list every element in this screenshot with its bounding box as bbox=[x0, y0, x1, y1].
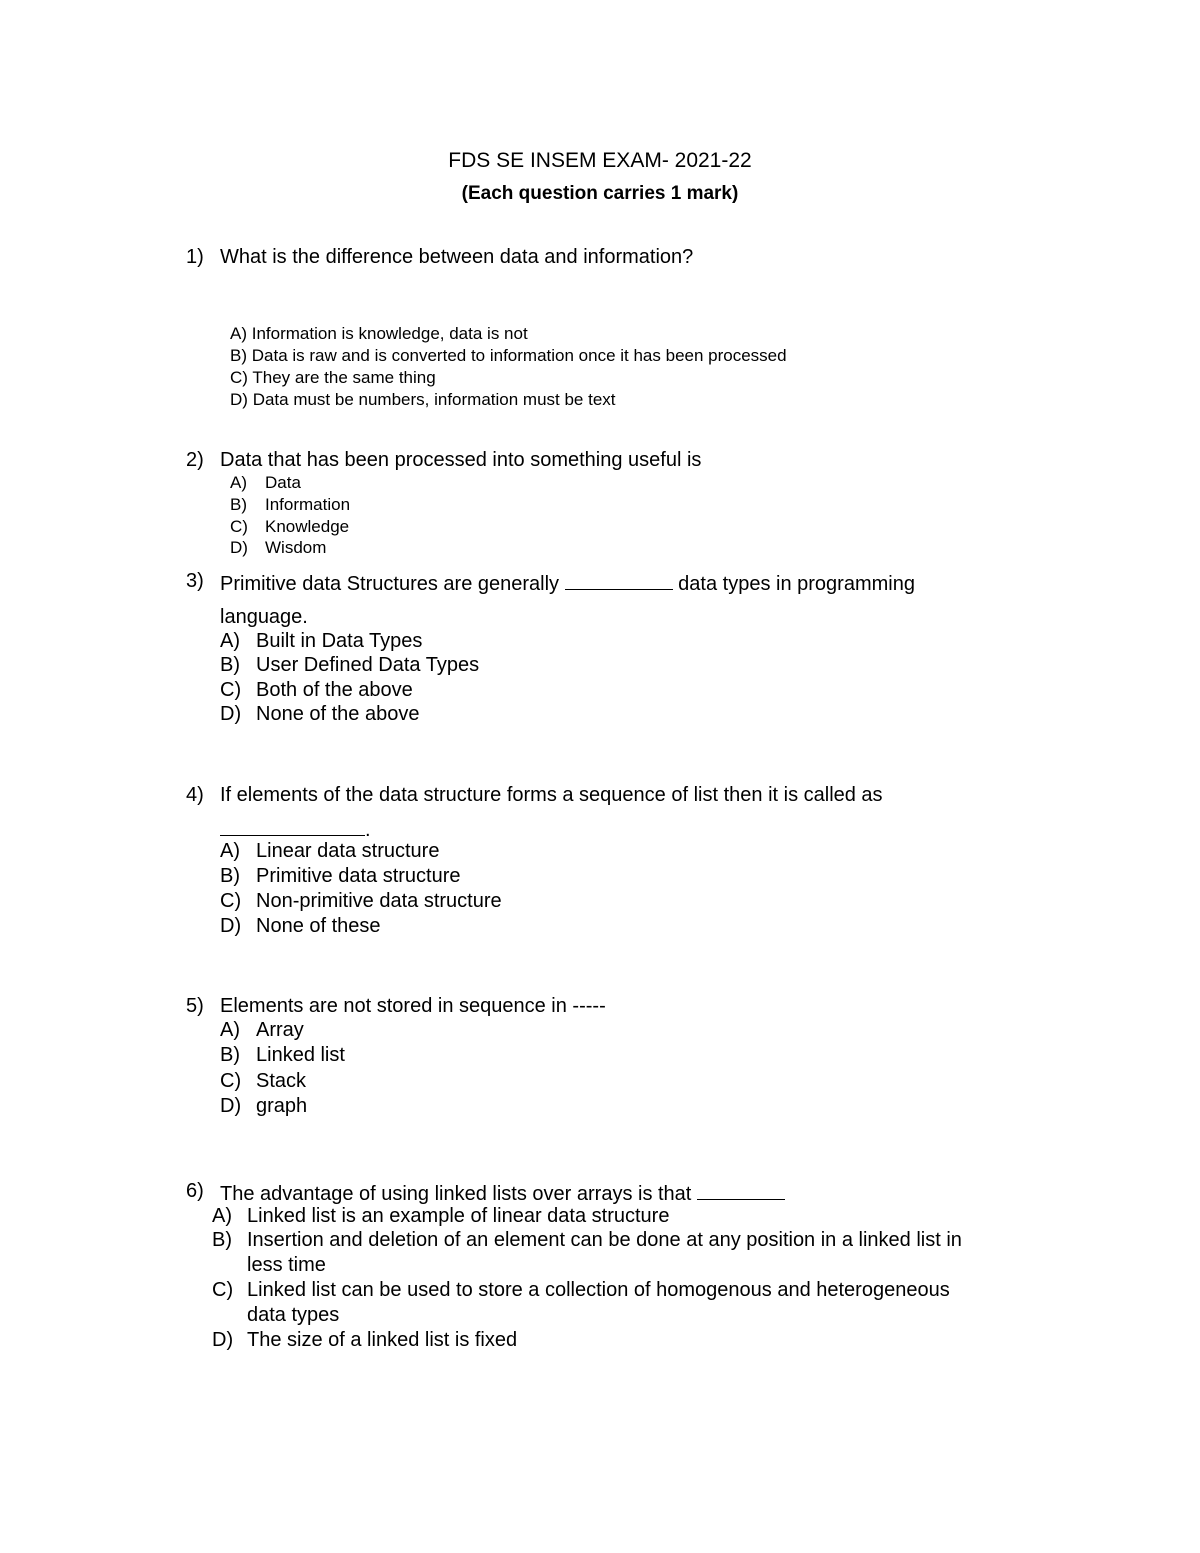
option-text: Data is raw and is converted to information once it has been processed bbox=[251, 346, 787, 365]
question-3-text-line2: language. bbox=[220, 606, 308, 628]
question-3-option-a-label: A) bbox=[220, 630, 240, 652]
question-3-option-b-text: User Defined Data Types bbox=[256, 654, 480, 676]
question-5-option-c-text: Stack bbox=[256, 1070, 307, 1092]
question-1-option-c bbox=[230, 369, 436, 386]
question-5-text: Elements are not stored in sequence in ----- bbox=[220, 995, 606, 1017]
question-2-option-a-text: Data bbox=[265, 473, 301, 492]
question-2-option-d-label: D) bbox=[230, 538, 248, 557]
question-5-number: 5) bbox=[186, 995, 204, 1017]
page-title: FDS SE INSEM EXAM- 2021-22 bbox=[448, 149, 752, 172]
question-2-option-c-label: C) bbox=[230, 517, 248, 536]
question-3-text-before: Primitive data Structures are generally bbox=[220, 573, 560, 595]
question-6-option-c-text-line2: data types bbox=[247, 1304, 340, 1326]
question-2-option-b-label: B) bbox=[230, 495, 247, 514]
question-3-option-c-text: Both of the above bbox=[256, 679, 413, 701]
question-4-text-tail: . bbox=[365, 819, 371, 841]
question-6-option-b-text: Insertion and deletion of an element can be done at any position in a linked list in bbox=[247, 1229, 962, 1251]
question-1-option-a bbox=[230, 325, 528, 342]
question-6-option-c-text: Linked list can be used to store a collection of homogenous and heterogeneous bbox=[247, 1279, 950, 1301]
option-label: D) bbox=[230, 390, 248, 409]
option-text: Information is knowledge, data is not bbox=[251, 324, 528, 343]
question-6-option-d-label: D) bbox=[212, 1329, 234, 1351]
question-3-text bbox=[220, 571, 915, 594]
question-2-option-a-label: A) bbox=[230, 473, 247, 492]
option-label: B) bbox=[230, 346, 247, 365]
question-3-option-a-text: Built in Data Types bbox=[256, 630, 423, 652]
option-label: A) bbox=[230, 324, 247, 343]
question-1-number: 1) bbox=[186, 246, 204, 268]
question-4-text-line2 bbox=[220, 817, 371, 840]
question-1-option-d bbox=[230, 391, 616, 408]
question-6-option-b-label: B) bbox=[212, 1229, 232, 1251]
fill-in-blank bbox=[697, 1181, 785, 1200]
question-2-option-c-text: Knowledge bbox=[265, 517, 350, 536]
question-6-option-a-text: Linked list is an example of linear data structure bbox=[247, 1205, 670, 1227]
question-3-number: 3) bbox=[186, 570, 204, 592]
question-5-option-b-label: B) bbox=[220, 1044, 240, 1066]
question-4-option-a-text: Linear data structure bbox=[256, 840, 440, 862]
question-1-option-b bbox=[230, 347, 787, 364]
question-3-option-c-label: C) bbox=[220, 679, 242, 701]
question-2-option-b-text: Information bbox=[265, 495, 351, 514]
question-6-option-d-text: The size of a linked list is fixed bbox=[247, 1329, 518, 1351]
question-4-option-d-label: D) bbox=[220, 915, 242, 937]
question-6-text-main: The advantage of using linked lists over arrays is that bbox=[220, 1183, 692, 1205]
question-5-option-d-text: graph bbox=[256, 1095, 308, 1117]
question-3-option-d-text: None of the above bbox=[256, 703, 420, 725]
question-4-option-b-label: B) bbox=[220, 865, 240, 887]
question-6-number: 6) bbox=[186, 1180, 204, 1202]
question-2-option-d-text: Wisdom bbox=[265, 538, 327, 557]
question-4-text: If elements of the data structure forms a sequence of list then it is called as bbox=[220, 784, 883, 806]
page-subtitle: (Each question carries 1 mark) bbox=[461, 183, 739, 204]
question-6-option-b-text-line2: less time bbox=[247, 1254, 326, 1276]
question-3-option-d-label: D) bbox=[220, 703, 242, 725]
question-3-option-b-label: B) bbox=[220, 654, 240, 676]
option-text: Data must be numbers, information must be text bbox=[252, 390, 616, 409]
question-2-text: Data that has been processed into something useful is bbox=[220, 449, 702, 471]
question-3-text-after: data types in programming bbox=[678, 573, 915, 595]
question-6-text bbox=[220, 1181, 785, 1204]
fill-in-blank bbox=[220, 817, 365, 836]
fill-in-blank bbox=[565, 571, 673, 590]
question-4-option-c-label: C) bbox=[220, 890, 242, 912]
question-2-number: 2) bbox=[186, 449, 204, 471]
question-4-option-a-label: A) bbox=[220, 840, 240, 862]
question-4-option-d-text: None of these bbox=[256, 915, 381, 937]
question-4-number: 4) bbox=[186, 784, 204, 806]
question-6-option-c-label: C) bbox=[212, 1279, 234, 1301]
question-4-option-b-text: Primitive data structure bbox=[256, 865, 461, 887]
question-5-option-b-text: Linked list bbox=[256, 1044, 345, 1066]
option-label: C) bbox=[230, 368, 248, 387]
question-5-option-d-label: D) bbox=[220, 1095, 242, 1117]
question-5-option-a-text: Array bbox=[256, 1019, 304, 1041]
option-text: They are the same thing bbox=[252, 368, 436, 387]
question-4-option-c-text: Non-primitive data structure bbox=[256, 890, 502, 912]
question-1-text: What is the difference between data and information? bbox=[220, 246, 694, 268]
question-5-option-a-label: A) bbox=[220, 1019, 240, 1041]
question-6-option-a-label: A) bbox=[212, 1205, 232, 1227]
question-5-option-c-label: C) bbox=[220, 1070, 242, 1092]
